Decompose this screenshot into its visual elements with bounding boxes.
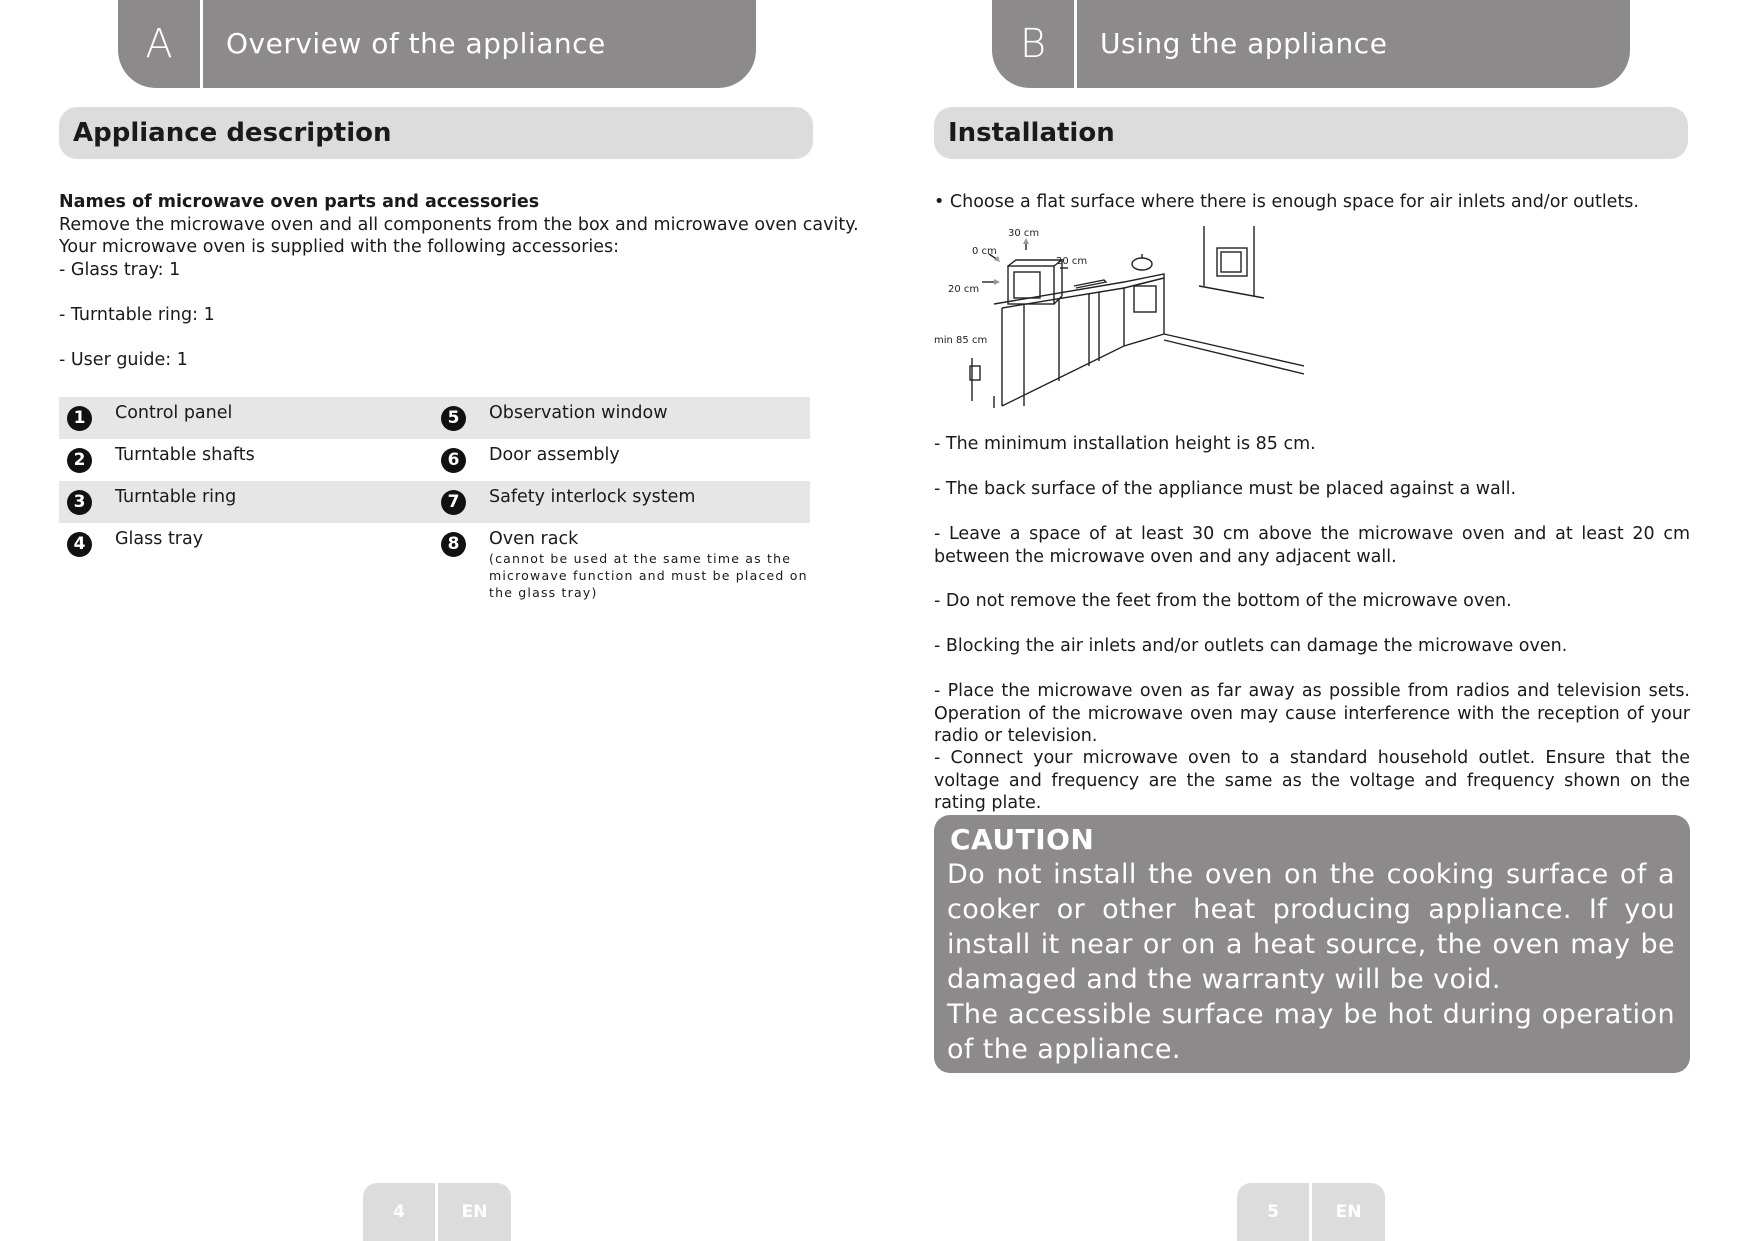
page-number: 5 (1267, 1202, 1279, 1222)
chapter-letter: B (1019, 21, 1047, 67)
chapter-title: Overview of the appliance (226, 27, 606, 60)
page-footer (1237, 1183, 1385, 1241)
table-row (59, 439, 810, 481)
part-number: 1 (67, 406, 92, 431)
section-title: Installation (948, 118, 1115, 148)
section-header (59, 107, 813, 159)
bullet-item: • Choose a flat surface where there is enough space for air inlets and/or outlets. (934, 192, 1639, 212)
label-min-85cm: min 85 cm (934, 335, 988, 346)
accessories-text (59, 191, 859, 371)
part-number: 5 (441, 406, 466, 431)
section-title: Appliance description (73, 118, 392, 148)
chapter-tab (118, 0, 756, 88)
part-label: Control panel (115, 403, 233, 423)
part-number: 7 (441, 490, 466, 515)
part-label: Door assembly (489, 445, 620, 465)
caution-text: The accessible surface may be hot during operation of the appliance. (947, 999, 1675, 1065)
part-label: Turntable ring (115, 487, 237, 507)
parts-table (59, 397, 810, 601)
part-number: 3 (67, 490, 92, 515)
label-30cm: 30 cm (1008, 228, 1040, 239)
table-row (59, 523, 810, 601)
chapter-tab (992, 0, 1630, 88)
label-20cm-right: 20 cm (1056, 256, 1088, 267)
part-label: Observation window (489, 403, 668, 423)
right-page (875, 0, 1749, 1241)
list-item: - The back surface of the appliance must be placed against a wall. (934, 479, 1517, 499)
table-row (59, 481, 810, 523)
caution-body (947, 857, 1675, 1067)
list-item: - Place the microwave oven as far away as possible from radios and television sets. Operation of the microwave oven may cause interference with the reception of your radio or television. (934, 681, 1690, 746)
part-note: (cannot be used at the same time as the microwave function and must be placed on the glass tray) (489, 551, 808, 600)
label-20cm-left: 20 cm (948, 284, 980, 295)
accessory-item: - Glass tray: 1 (59, 259, 181, 280)
language-code: EN (461, 1202, 488, 1222)
intro-line: Your microwave oven is supplied with the following accessories: (59, 237, 620, 257)
accessory-item: - Turntable ring: 1 (59, 304, 215, 325)
intro-line: Remove the microwave oven and all components from the box and microwave oven cavity. (59, 214, 859, 235)
chapter-title: Using the appliance (1100, 27, 1388, 60)
caution-title: CAUTION (950, 823, 1095, 856)
part-label: Turntable shafts (115, 445, 255, 465)
caution-text: Do not install the oven on the cooking surface of a cooker or other heat producing appliance. If you install it near or on a heat source, the oven may be damaged and the warranty will be void. (947, 859, 1675, 995)
part-number: 2 (67, 448, 92, 473)
label-0cm: 0 cm (972, 246, 997, 257)
list-item: - Leave a space of at least 30 cm above the microwave oven and at least 20 cm between the microwave oven and any adjacent wall. (934, 524, 1690, 567)
table-row (59, 397, 810, 439)
caution-box (934, 815, 1690, 1073)
page-number: 4 (393, 1202, 405, 1222)
list-item: - Blocking the air inlets and/or outlets can damage the microwave oven. (934, 636, 1568, 656)
accessory-item: - User guide: 1 (59, 349, 188, 370)
list-item: - Do not remove the feet from the bottom of the microwave oven. (934, 591, 1512, 611)
part-label: Safety interlock system (489, 487, 696, 507)
page-footer (363, 1183, 511, 1241)
subheading: Names of microwave oven parts and accessories (59, 192, 540, 212)
tab-divider (200, 0, 203, 88)
left-page (0, 0, 874, 1241)
part-label: Oven rack (489, 529, 579, 549)
section-header (934, 107, 1688, 159)
list-item: - The minimum installation height is 85 cm. (934, 434, 1316, 454)
language-code: EN (1335, 1202, 1362, 1222)
tab-divider (1074, 0, 1077, 88)
part-number: 4 (67, 532, 92, 557)
part-number: 8 (441, 532, 466, 557)
part-number: 6 (441, 448, 466, 473)
part-label: Glass tray (115, 529, 204, 549)
installation-illustration (934, 226, 1304, 408)
list-item: - Connect your microwave oven to a standard household outlet. Ensure that the voltage and frequency are the same as the voltage and frequency shown on the rating plate. (934, 748, 1690, 813)
chapter-letter: A (145, 21, 173, 67)
